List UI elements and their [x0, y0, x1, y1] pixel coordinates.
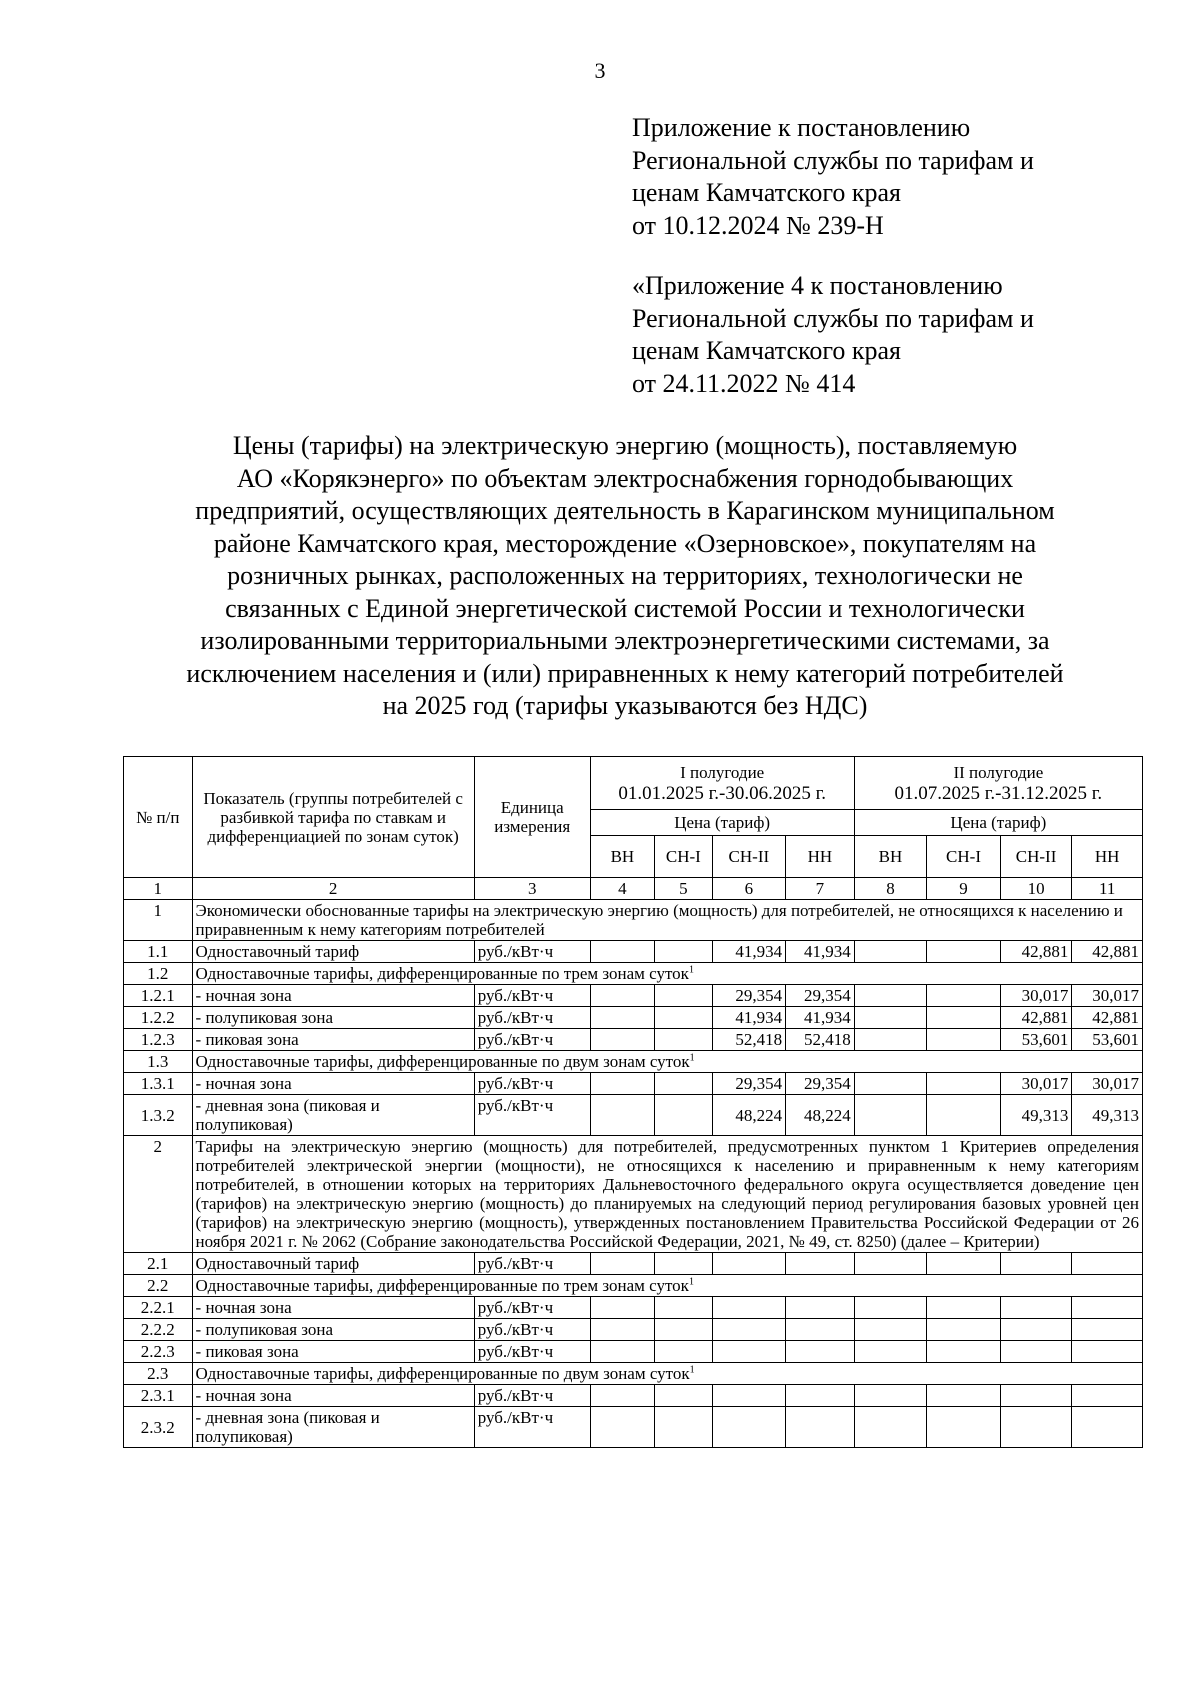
tariff-value: 42,881 — [1072, 941, 1143, 963]
title-line: розничных рынках, расположенных на территориях, технологически не — [227, 561, 1023, 590]
tariff-value: 42,881 — [1072, 1007, 1143, 1029]
section-num: 2 — [124, 1136, 193, 1253]
appendix-current-line: от 10.12.2024 № 239-Н — [632, 210, 884, 240]
tariff-value — [854, 1253, 927, 1275]
table-row — [124, 1407, 1143, 1448]
row-unit: руб./кВт·ч — [474, 941, 590, 963]
tariff-value — [854, 1095, 927, 1136]
tariff-value — [1000, 1341, 1072, 1363]
col-number: 5 — [655, 878, 712, 900]
tariff-value — [590, 1319, 655, 1341]
tariff-value — [786, 1319, 855, 1341]
section-row — [124, 900, 1143, 941]
table-row — [124, 963, 1143, 985]
tariff-value — [786, 1253, 855, 1275]
tariff-value — [854, 1297, 927, 1319]
table-row — [124, 985, 1143, 1007]
tariff-value — [590, 1297, 655, 1319]
row-num: 2.3.2 — [124, 1407, 193, 1448]
tariff-value — [1000, 1297, 1072, 1319]
tariff-value — [590, 1007, 655, 1029]
tariff-value — [655, 1029, 712, 1051]
tariff-value — [854, 1007, 927, 1029]
row-num: 1.2.1 — [124, 985, 193, 1007]
row-num: 2.2.1 — [124, 1297, 193, 1319]
row-num: 2.3.1 — [124, 1385, 193, 1407]
subsection-name — [192, 963, 1142, 985]
appendix-current — [632, 112, 1152, 242]
tariff-value: 41,934 — [786, 941, 855, 963]
tariff-value — [927, 1007, 1001, 1029]
appendix-current-line: ценам Камчатского края — [632, 178, 901, 207]
row-unit: руб./кВт·ч — [474, 1407, 590, 1448]
table-row — [124, 1363, 1143, 1385]
title-line: изолированными территориальными электроэнергетическими системами, за — [200, 626, 1050, 655]
tariff-value: 53,601 — [1000, 1029, 1072, 1051]
tariff-value — [1072, 1341, 1143, 1363]
row-unit: руб./кВт·ч — [474, 1341, 590, 1363]
tariff-value: 30,017 — [1072, 1073, 1143, 1095]
table-row — [124, 1007, 1143, 1029]
table-row — [124, 1073, 1143, 1095]
footnote-mark: 1 — [688, 964, 694, 976]
level-sn2: СН-II — [1000, 836, 1072, 878]
footnote-mark: 1 — [689, 1364, 695, 1376]
tariff-value — [1000, 1385, 1072, 1407]
tariff-value: 30,017 — [1072, 985, 1143, 1007]
tariff-value: 41,934 — [786, 1007, 855, 1029]
tariff-value — [655, 1297, 712, 1319]
tariff-value — [786, 1407, 855, 1448]
tariff-value — [1000, 1407, 1072, 1448]
appendix-current-line: Приложение к постановлению — [632, 113, 971, 142]
row-unit: руб./кВт·ч — [474, 1073, 590, 1095]
title-line: исключением населения и (или) приравненных к нему категорий потребителей — [186, 658, 1064, 688]
tariff-value — [712, 1297, 786, 1319]
tariff-value — [786, 1385, 855, 1407]
tariff-value — [1072, 1319, 1143, 1341]
title-line: предприятий, осуществляющих деятельность в Карагинском муниципальном — [195, 496, 1055, 525]
tariff-value — [927, 1385, 1001, 1407]
page-number: 3 — [594, 58, 606, 83]
tariff-value — [927, 985, 1001, 1007]
row-name: - ночная зона — [192, 985, 474, 1007]
tariff-value — [590, 941, 655, 963]
header-price-2: Цена (тариф) — [854, 810, 1142, 836]
tariff-value — [655, 1095, 712, 1136]
row-name: Одноставочный тариф — [192, 941, 474, 963]
appendix-original-line: «Приложение 4 к постановлению — [632, 271, 1003, 300]
tariff-value — [655, 1073, 712, 1095]
tariff-table — [123, 756, 1143, 1448]
subsection-text: Одноставочные тарифы, дифференцированные по двум зонам суток — [195, 1052, 690, 1071]
row-num: 1.2 — [124, 963, 193, 985]
col-number: 2 — [192, 878, 474, 900]
col-number: 10 — [1000, 878, 1072, 900]
tariff-value — [927, 1341, 1001, 1363]
subsection-name — [192, 1275, 1142, 1297]
tariff-value — [655, 1341, 712, 1363]
title-line: на 2025 год (тарифы указываются без НДС) — [382, 691, 868, 720]
section-text: Экономически обоснованные тарифы на электрическую энергию (мощность) для потребителей, не относящихся к населению и приравненным к нему категориям потребителей — [192, 900, 1142, 941]
tariff-value — [927, 1253, 1001, 1275]
tariff-value — [1000, 1319, 1072, 1341]
tariff-value — [927, 1319, 1001, 1341]
appendix-current-line: Региональной службы по тарифам и — [632, 145, 1034, 175]
tariff-value — [655, 1253, 712, 1275]
tariff-value: 29,354 — [712, 1073, 786, 1095]
col-number: 3 — [474, 878, 590, 900]
header-indicator: Показатель (группы потребителей с разбивкой тарифа по ставкам и дифференциацией по зонам суток) — [192, 757, 474, 878]
header-half1-title: I полугодие — [680, 763, 765, 783]
tariff-value: 42,881 — [1000, 941, 1072, 963]
level-nn: НН — [786, 836, 855, 878]
appendix-original-line: Региональной службы по тарифам и — [632, 303, 1034, 333]
title-line: Цены (тарифы) на электрическую энергию (мощность), поставляемую — [232, 431, 1018, 460]
header-half1-period: 01.01.2025 г.-30.06.2025 г. — [618, 783, 826, 805]
col-number: 1 — [124, 878, 193, 900]
subsection-text: Одноставочные тарифы, дифференцированные по двум зонам суток — [195, 1364, 690, 1383]
tariff-value — [655, 985, 712, 1007]
tariff-value — [854, 985, 927, 1007]
row-unit: руб./кВт·ч — [474, 1007, 590, 1029]
tariff-value — [655, 941, 712, 963]
table-row — [124, 1275, 1143, 1297]
table-row — [124, 1253, 1143, 1275]
row-num: 2.2.2 — [124, 1319, 193, 1341]
tariff-value — [590, 1385, 655, 1407]
tariff-value — [854, 1341, 927, 1363]
tariff-value — [854, 941, 927, 963]
title-line: районе Камчатского края, месторождение «Озерновское», покупателям на — [213, 528, 1037, 558]
row-num: 1.2.3 — [124, 1029, 193, 1051]
tariff-value — [590, 1407, 655, 1448]
row-unit: руб./кВт·ч — [474, 1385, 590, 1407]
table-body-2 — [124, 1136, 1143, 1448]
section-text: Тарифы на электрическую энергию (мощность) для потребителей, предусмотренных пунктом 1 Критериев определения потребителей электрической энергии (мощности), не относящихся к населению и приравненным к нему категориям потребителей, в отношении которых на территориях Дальневосточного федерального округа осуществляется доведение цен (тарифов) на электрическую энергию (мощность) до планируемых на следующий период регулирования базовых уровней цен (тарифов) на электрическую энергию (мощность), утвержденных постановлением Правительства Российской Федерации от 26 ноября 2021 г. № 2062 (Собрание законодательства Российской Федерации, 2021, № 49, ст. 8250) (далее – Критерии) — [192, 1136, 1142, 1253]
tariff-value — [1072, 1407, 1143, 1448]
row-name: - пиковая зона — [192, 1341, 474, 1363]
row-num: 2.2.3 — [124, 1341, 193, 1363]
tariff-value — [655, 1385, 712, 1407]
row-num: 1.1 — [124, 941, 193, 963]
row-unit: руб./кВт·ч — [474, 1095, 590, 1136]
tariff-value — [927, 1407, 1001, 1448]
tariff-value — [1072, 1385, 1143, 1407]
tariff-value — [786, 1341, 855, 1363]
table-row — [124, 1095, 1143, 1136]
table-body — [124, 900, 1143, 1136]
appendix-original-line: ценам Камчатского края — [632, 336, 901, 365]
header-half2 — [854, 757, 1142, 810]
tariff-value: 49,313 — [1000, 1095, 1072, 1136]
tariff-value — [655, 1007, 712, 1029]
tariff-value — [712, 1253, 786, 1275]
row-num: 1.3 — [124, 1051, 193, 1073]
row-name: - ночная зона — [192, 1385, 474, 1407]
footnote-mark: 1 — [689, 1052, 695, 1064]
level-nn: НН — [1072, 836, 1143, 878]
row-num: 2.2 — [124, 1275, 193, 1297]
header-half2-title: II полугодие — [953, 763, 1044, 783]
subsection-name — [192, 1363, 1142, 1385]
level-sn1: СН-I — [655, 836, 712, 878]
row-num: 1.3.1 — [124, 1073, 193, 1095]
footnote-mark: 1 — [688, 1276, 694, 1288]
level-sn2: СН-II — [712, 836, 786, 878]
tariff-value — [1072, 1297, 1143, 1319]
row-unit: руб./кВт·ч — [474, 1029, 590, 1051]
tariff-value: 49,313 — [1072, 1095, 1143, 1136]
tariff-value — [590, 1253, 655, 1275]
tariff-value — [927, 1073, 1001, 1095]
tariff-value: 41,934 — [712, 1007, 786, 1029]
tariff-value — [590, 1341, 655, 1363]
table-row — [124, 1051, 1143, 1073]
row-unit: руб./кВт·ч — [474, 1253, 590, 1275]
subsection-text: Одноставочные тарифы, дифференцированные по трем зонам суток — [195, 1276, 689, 1295]
tariff-value — [1000, 1253, 1072, 1275]
tariff-value: 52,418 — [786, 1029, 855, 1051]
tariff-value — [786, 1297, 855, 1319]
col-number: 7 — [786, 878, 855, 900]
tariff-value — [854, 1407, 927, 1448]
tariff-value — [590, 1095, 655, 1136]
row-unit: руб./кВт·ч — [474, 1319, 590, 1341]
tariff-value — [927, 1095, 1001, 1136]
title-line: АО «Корякэнерго» по объектам электроснабжения горнодобывающих — [236, 463, 1014, 493]
tariff-value — [590, 985, 655, 1007]
tariff-value — [927, 1297, 1001, 1319]
row-name: - дневная зона (пиковая и полупиковая) — [192, 1407, 474, 1448]
row-name: - ночная зона — [192, 1073, 474, 1095]
tariff-value — [854, 1385, 927, 1407]
col-number: 11 — [1072, 878, 1143, 900]
row-num: 1.3.2 — [124, 1095, 193, 1136]
row-name: - дневная зона (пиковая и полупиковая) — [192, 1095, 474, 1136]
title-line: связанных с Единой энергетической системой России и технологически — [225, 593, 1025, 623]
row-num: 2.3 — [124, 1363, 193, 1385]
col-number: 9 — [927, 878, 1001, 900]
section-num: 1 — [124, 900, 193, 941]
table-row — [124, 1029, 1143, 1051]
header-price-1: Цена (тариф) — [590, 810, 854, 836]
tariff-value: 48,224 — [712, 1095, 786, 1136]
table-row — [124, 1297, 1143, 1319]
table-row — [124, 1385, 1143, 1407]
tariff-value — [927, 941, 1001, 963]
tariff-value: 42,881 — [1000, 1007, 1072, 1029]
tariff-value: 52,418 — [712, 1029, 786, 1051]
subsection-name — [192, 1051, 1142, 1073]
level-vn: ВН — [854, 836, 927, 878]
row-name: - полупиковая зона — [192, 1319, 474, 1341]
tariff-value — [655, 1319, 712, 1341]
tariff-value: 41,934 — [712, 941, 786, 963]
table-row — [124, 1341, 1143, 1363]
row-unit: руб./кВт·ч — [474, 985, 590, 1007]
col-number: 6 — [712, 878, 786, 900]
header-half2-period: 01.07.2025 г.-31.12.2025 г. — [894, 783, 1103, 805]
table-row — [124, 1319, 1143, 1341]
row-unit: руб./кВт·ч — [474, 1297, 590, 1319]
appendix-original — [632, 270, 1152, 400]
tariff-value: 53,601 — [1072, 1029, 1143, 1051]
header-unit: Единица измерения — [474, 757, 590, 878]
level-vn: ВН — [590, 836, 655, 878]
tariff-value — [712, 1385, 786, 1407]
row-name: - ночная зона — [192, 1297, 474, 1319]
header-num: № п/п — [124, 757, 193, 878]
tariff-value — [854, 1029, 927, 1051]
table-row — [124, 941, 1143, 963]
tariff-value — [854, 1073, 927, 1095]
header-half1 — [590, 757, 854, 810]
tariff-value: 30,017 — [1000, 985, 1072, 1007]
row-num: 1.2.2 — [124, 1007, 193, 1029]
tariff-value — [712, 1319, 786, 1341]
column-numbers-row — [124, 878, 1143, 900]
level-sn1: СН-I — [927, 836, 1001, 878]
tariff-value: 29,354 — [712, 985, 786, 1007]
document-title — [110, 430, 1140, 723]
tariff-value — [927, 1029, 1001, 1051]
tariff-value: 30,017 — [1000, 1073, 1072, 1095]
tariff-value — [655, 1407, 712, 1448]
tariff-value — [590, 1073, 655, 1095]
col-number: 4 — [590, 878, 655, 900]
row-num: 2.1 — [124, 1253, 193, 1275]
appendix-original-line: от 24.11.2022 № 414 — [632, 368, 856, 398]
header-row — [124, 757, 1143, 810]
col-number: 8 — [854, 878, 927, 900]
row-name: - полупиковая зона — [192, 1007, 474, 1029]
tariff-value — [1072, 1253, 1143, 1275]
subsection-text: Одноставочные тарифы, дифференцированные по трем зонам суток — [195, 964, 689, 983]
tariff-value — [854, 1319, 927, 1341]
tariff-value — [590, 1029, 655, 1051]
row-name: - пиковая зона — [192, 1029, 474, 1051]
tariff-value — [712, 1407, 786, 1448]
tariff-value: 48,224 — [786, 1095, 855, 1136]
tariff-value: 29,354 — [786, 985, 855, 1007]
row-name: Одноставочный тариф — [192, 1253, 474, 1275]
section-row — [124, 1136, 1143, 1253]
tariff-value: 29,354 — [786, 1073, 855, 1095]
tariff-value — [712, 1341, 786, 1363]
